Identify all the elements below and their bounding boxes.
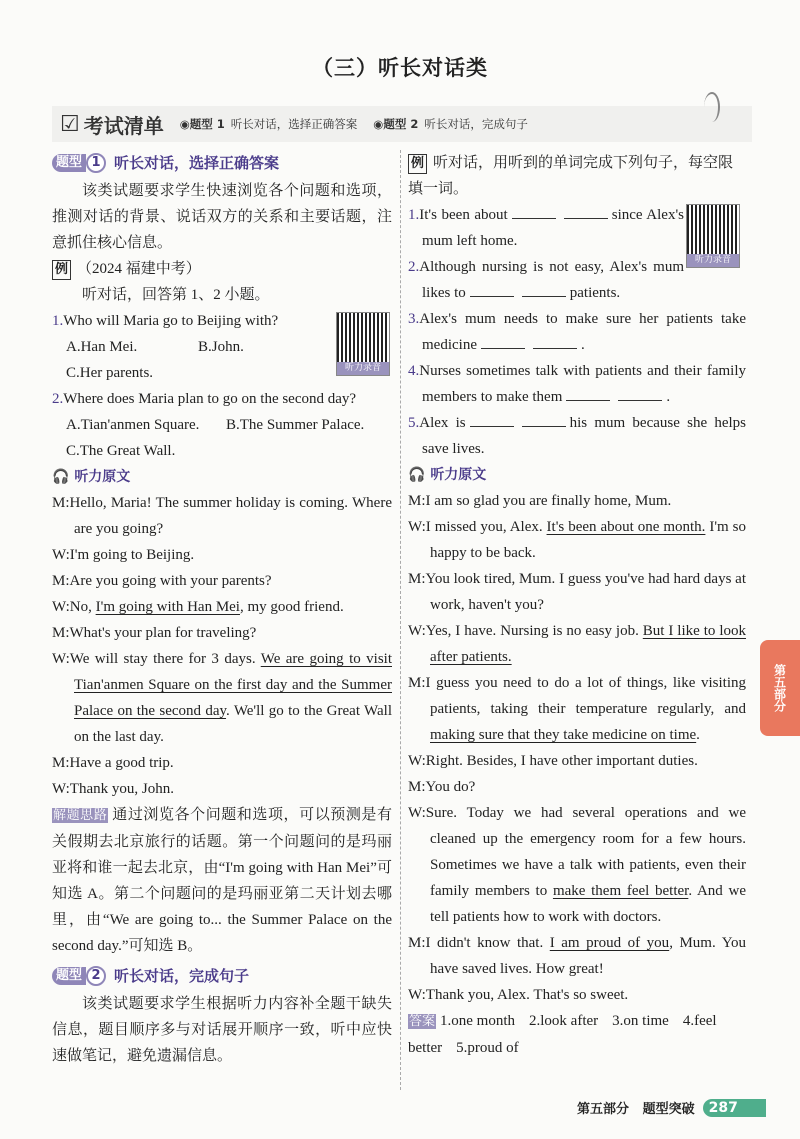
dialogue-line xyxy=(408,514,746,566)
speaker: W: xyxy=(52,651,70,667)
section-heading-1: 题型 1 听长对话，选择正确答案 xyxy=(52,150,392,176)
option: C.The Great Wall. xyxy=(66,443,176,459)
example-instruction: 听对话，回答第 1、2 小题。 xyxy=(82,287,270,303)
answer-item: 1.one month xyxy=(440,1013,516,1029)
options xyxy=(52,412,392,464)
option: A.Tian'anmen Square. xyxy=(66,417,200,433)
key-phrase: I'm going with Han Mei xyxy=(95,599,240,615)
dialogue-line xyxy=(408,748,746,774)
question-number: 4. xyxy=(408,363,420,379)
speaker: M: xyxy=(408,675,426,691)
line-text: I am so glad you are finally home, Mum. xyxy=(425,493,672,509)
question-text: since Alex's mum left home. xyxy=(422,207,684,249)
line-text: You do? xyxy=(425,779,476,795)
option: A.Han Mei. xyxy=(66,339,138,355)
intro-text: 该类试题要求学生快速浏览各个问题和选项，推测对话的背景、说话双方的关系和主要话题，注意抓住核心信息。 xyxy=(52,183,392,251)
option: C.Her parents. xyxy=(66,365,154,381)
question xyxy=(408,358,746,410)
answer-blank xyxy=(564,205,608,219)
key-phrase: making sure that they take medicine on time xyxy=(430,727,697,743)
dialogue-line xyxy=(52,542,392,568)
speaker: M: xyxy=(408,493,426,509)
answer-item: 4.feel better xyxy=(408,1013,717,1056)
line-text: Hello, Maria! The summer holiday is coming. Where are you going? xyxy=(69,495,392,537)
key-phrase: We are going to visit Tian'anmen Square on the first day and the Summer Palace on the second day xyxy=(74,651,392,719)
qr-code[interactable]: 听力录音 xyxy=(686,204,740,268)
dialogue-line xyxy=(52,490,392,542)
dialogue-line xyxy=(408,618,746,670)
dialogue xyxy=(408,488,746,1008)
line-text: I missed you, Alex. xyxy=(425,519,547,535)
line-text: Sure. Today we had several operations and we cleaned up the emergency room for a few hours. Sometimes we have a talk with patients, even their family members to xyxy=(425,805,746,899)
dialogue-line xyxy=(408,800,746,930)
banner-item: ◉题型 1 听长对话，选择正确答案 xyxy=(179,117,358,131)
speaker: M: xyxy=(408,779,426,795)
headphone-decoration-icon xyxy=(704,92,720,122)
line-text: I'm so happy to be back. xyxy=(430,519,746,561)
line-text: . xyxy=(696,727,700,743)
answer-blank xyxy=(481,335,525,349)
question-number: 1. xyxy=(408,207,420,223)
speaker: M: xyxy=(52,495,70,511)
answer-item: 3.on time xyxy=(612,1013,669,1029)
dialogue-line xyxy=(52,646,392,750)
line-text: We will stay there for 3 days. xyxy=(69,651,261,667)
question-text: . xyxy=(666,389,671,405)
column-divider xyxy=(400,150,401,1090)
line-text: Are you going with your parents? xyxy=(69,573,272,589)
dialogue-line xyxy=(52,594,392,620)
speaker: W: xyxy=(408,753,426,769)
line-text: Thank you, Alex. That's so sweet. xyxy=(425,987,629,1003)
answer-blank xyxy=(470,283,514,297)
question-text: patients. xyxy=(569,285,621,301)
speaker: W: xyxy=(52,781,70,797)
page-number: 287 xyxy=(703,1099,766,1117)
speaker: M: xyxy=(52,573,70,589)
option: B.The Summer Palace. xyxy=(226,417,365,433)
answer-blank xyxy=(522,283,566,297)
question-text: It's been about xyxy=(419,207,508,223)
question-number: 1. xyxy=(52,313,64,329)
checkbox-icon: ☑ xyxy=(60,111,80,137)
question-text: Although nursing is not easy, Alex's mum likes to xyxy=(419,259,684,301)
transcript-heading: 🎧 听力原文 xyxy=(52,469,131,485)
speaker: M: xyxy=(408,935,426,951)
section-heading-2: 题型 2 听长对话，完成句子 xyxy=(52,963,392,989)
speaker: M: xyxy=(52,625,70,641)
line-text: Thank you, John. xyxy=(69,781,174,797)
transcript-heading: 🎧 听力原文 xyxy=(408,467,487,483)
answer-blank xyxy=(618,387,662,401)
page-title: （三）听长对话类 xyxy=(312,56,488,80)
line-text: Have a good trip. xyxy=(69,755,174,771)
dialogue-line xyxy=(408,488,746,514)
line-text: Right. Besides, I have other important duties. xyxy=(425,753,698,769)
key-phrase: make them feel better xyxy=(552,883,689,899)
answer-item: 2.look after xyxy=(529,1013,599,1029)
question-text: Where does Maria plan to go on the second day? xyxy=(63,391,357,407)
exam-checklist-banner xyxy=(52,106,752,142)
line-text: I guess you need to do a lot of things, like visiting patients, taking their temperature regularly, and xyxy=(425,675,746,717)
key-phrase: But I like to look after patients. xyxy=(430,623,747,665)
answer-item: 5.proud of xyxy=(456,1040,519,1056)
qr-code[interactable]: 听力录音 xyxy=(336,312,390,376)
example-header: 例 （2024 福建中考） xyxy=(52,256,392,282)
banner-item: ◉题型 2 听长对话，完成句子 xyxy=(373,117,528,131)
dialogue-line xyxy=(408,982,746,1008)
question-text: . xyxy=(580,337,585,353)
line-text: , my good friend. xyxy=(239,599,344,615)
dialogue-line xyxy=(52,620,392,646)
dialogue-line xyxy=(408,930,746,982)
intro-text-2: 该类试题要求学生根据听力内容补全题干缺失信息，题目顺序多与对话展开顺序一致，听中应快速做笔记，避免遗漏信息。 xyxy=(52,996,392,1064)
line-text: Yes, I have. Nursing is no easy job. xyxy=(425,623,643,639)
line-text: , Mum. You have saved lives. How great! xyxy=(430,935,747,977)
speaker: W: xyxy=(52,599,70,615)
line-text: I'm going to Beijing. xyxy=(69,547,195,563)
question-text: his mum because she helps save lives. xyxy=(422,415,746,457)
question-text: Who will Maria go to Beijing with? xyxy=(63,313,279,329)
dialogue-line xyxy=(408,566,746,618)
dialogue-line xyxy=(52,568,392,594)
right-column xyxy=(408,150,746,1061)
line-text: What's your plan for traveling? xyxy=(69,625,257,641)
line-text: . And we tell patients how to work with doctors. xyxy=(430,883,747,925)
speaker: W: xyxy=(408,987,426,1003)
page-footer: 第五部分 题型突破 287 xyxy=(577,1098,766,1117)
answer-key: 答案 1.one month 2.look after 3.on time 4.feel better 5.proud of xyxy=(408,1013,717,1056)
example-instruction: 例 听对话，用听到的单词完成下列句子，每空限填一词。 xyxy=(408,155,734,197)
speaker: W: xyxy=(408,623,426,639)
question xyxy=(408,306,746,358)
side-section-tab[interactable]: 第五部分 xyxy=(760,640,800,736)
key-phrase: It's been about one month. xyxy=(546,519,706,535)
question-text: Nurses sometimes talk with patients and their family members to make them xyxy=(419,363,746,405)
answer-blank xyxy=(533,335,577,349)
dialogue-line xyxy=(52,750,392,776)
question xyxy=(52,386,392,412)
answer-blank xyxy=(512,205,556,219)
speaker: M: xyxy=(52,755,70,771)
dialogue-line xyxy=(52,776,392,802)
left-column xyxy=(52,150,392,1069)
line-text: . We'll go to the Great Wall on the last day. xyxy=(74,703,392,745)
answer-blank xyxy=(470,413,514,427)
speaker: W: xyxy=(408,805,426,821)
option: B.John. xyxy=(198,339,244,355)
question-text: Alex's mum needs to make sure her patients take medicine xyxy=(419,311,746,353)
dialogue-line xyxy=(408,774,746,800)
banner-title: 考试清单 xyxy=(83,113,164,138)
question-text: Alex is xyxy=(419,415,466,431)
dialogue xyxy=(52,490,392,802)
key-phrase: I am proud of you xyxy=(549,935,670,951)
line-text: I didn't know that. xyxy=(425,935,550,951)
dialogue-line xyxy=(408,670,746,748)
question-number: 5. xyxy=(408,415,420,431)
line-text: You look tired, Mum. I guess you've had hard days at work, haven't you? xyxy=(425,571,746,613)
question-number: 2. xyxy=(408,259,420,275)
question xyxy=(408,410,746,462)
speaker: M: xyxy=(408,571,426,587)
answer-blank xyxy=(522,413,566,427)
speaker: W: xyxy=(408,519,426,535)
question-number: 2. xyxy=(52,391,64,407)
question-number: 3. xyxy=(408,311,420,327)
answer-blank xyxy=(566,387,610,401)
analysis: 解题思路 通过浏览各个问题和选项，可以预测是有关假期去北京旅行的话题。第一个问题问的是玛丽亚将和谁一起去北京，由“I'm going with Han Mei”可知选 A。第二个问题问的是玛丽亚第二天计划去哪里，由“We are going to... the Summer Palace on the second day.”可知选 B。 xyxy=(52,807,392,954)
line-text: No, xyxy=(69,599,96,615)
speaker: W: xyxy=(52,547,70,563)
